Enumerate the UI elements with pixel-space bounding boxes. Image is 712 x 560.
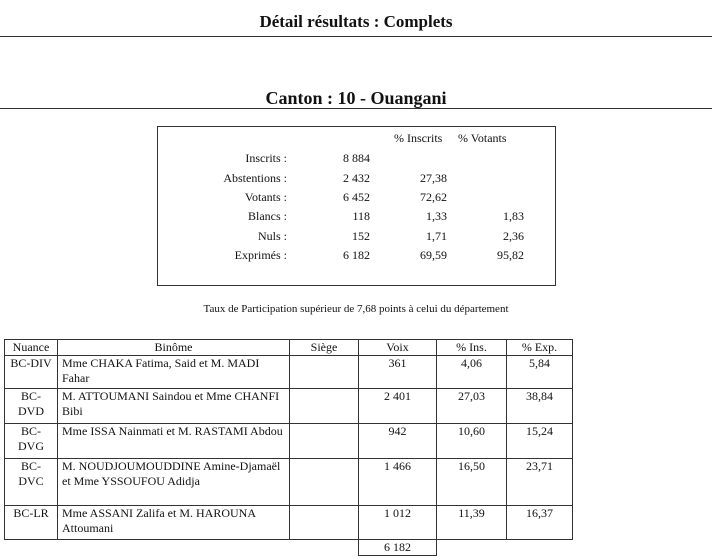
binome-cell: Mme CHAKA Fatima, Said et M. MADI Fahar [58,356,290,389]
summary-label: Nuls : [257,229,287,243]
pct-exp-cell: 5,84 [507,356,573,389]
summary-pct-vot: 95,82 [497,248,524,262]
summary-box [157,126,556,286]
results-table [4,339,573,556]
voix-cell: 1 012 [359,506,437,540]
pct-ins-cell: 10,60 [437,424,507,459]
table-row [5,459,573,506]
pct-exp-cell: 38,84 [507,389,573,424]
summary-label: Exprimés : [234,248,287,262]
voix-cell: 2 401 [359,389,437,424]
summary-row [158,248,557,268]
col-voix: Voix [359,340,437,356]
header-pct-inscrits: % Inscrits [394,131,443,145]
siege-cell [290,459,359,506]
summary-value: 6 182 [343,248,370,262]
col-pct-ins: % Ins. [437,340,507,356]
summary-header [158,131,557,151]
pct-ins-cell: 11,39 [437,506,507,540]
pct-ins-cell: 16,50 [437,459,507,506]
header-pct-votants: % Votants [458,131,507,145]
summary-value: 8 884 [343,151,370,165]
nuance-cell: BC-DVG [5,424,58,459]
table-row [5,389,573,424]
total-row [5,540,573,556]
voix-cell: 942 [359,424,437,459]
total-voix-cell: 6 182 [359,540,437,556]
summary-pct-vot: 1,83 [503,209,524,223]
title-underline [0,36,712,37]
pct-ins-cell: 4,06 [437,356,507,389]
pct-ins-cell: 27,03 [437,389,507,424]
nuance-cell: BC-DVD [5,389,58,424]
summary-value: 118 [352,209,370,223]
nuance-cell: BC-DIV [5,356,58,389]
binome-cell: Mme ASSANI Zalifa et M. HAROUNA Attoumani [58,506,290,540]
summary-value: 6 452 [343,190,370,204]
summary-row [158,190,557,210]
canton-heading: Canton : 10 - Ouangani [265,88,447,108]
summary-row [158,229,557,249]
results-header-row [5,340,573,356]
participation-note: Taux de Participation supérieur de 7,68 points à celui du département [203,303,509,315]
nuance-cell: BC-LR [5,506,58,540]
col-siege: Siège [290,340,359,356]
siege-cell [290,356,359,389]
summary-pct-vot: 2,36 [503,229,524,243]
summary-pct-ins: 72,62 [420,190,447,204]
summary-pct-ins: 1,33 [426,209,447,223]
binome-cell: Mme ISSA Nainmati et M. RASTAMI Abdou [58,424,290,459]
summary-label: Inscrits : [245,151,287,165]
col-nuance: Nuance [5,340,58,356]
table-row [5,356,573,389]
summary-value: 2 432 [343,171,370,185]
canton-underline [0,108,712,109]
summary-label: Votants : [244,190,287,204]
summary-row [158,171,557,191]
voix-cell: 361 [359,356,437,389]
summary-row [158,209,557,229]
page-title: Détail résultats : Complets [259,12,453,31]
summary-pct-ins: 1,71 [426,229,447,243]
summary-row [158,151,557,171]
summary-label: Abstentions : [223,171,287,185]
summary-label: Blancs : [248,209,287,223]
summary-pct-ins: 69,59 [420,248,447,262]
col-pct-exp: % Exp. [507,340,573,356]
voix-cell: 1 466 [359,459,437,506]
pct-exp-cell: 16,37 [507,506,573,540]
summary-pct-ins: 27,38 [420,171,447,185]
binome-cell: M. ATTOUMANI Saindou et Mme CHANFI Bibi [58,389,290,424]
col-binome: Binôme [58,340,290,356]
pct-exp-cell: 23,71 [507,459,573,506]
summary-value: 152 [352,229,370,243]
nuance-cell: BC-DVC [5,459,58,506]
siege-cell [290,506,359,540]
siege-cell [290,424,359,459]
binome-cell: M. NOUDJOUMOUDDINE Amine-Djamaël et Mme YSSOUFOU Adidja [58,459,290,506]
siege-cell [290,389,359,424]
table-row [5,506,573,540]
table-row [5,424,573,459]
pct-exp-cell: 15,24 [507,424,573,459]
